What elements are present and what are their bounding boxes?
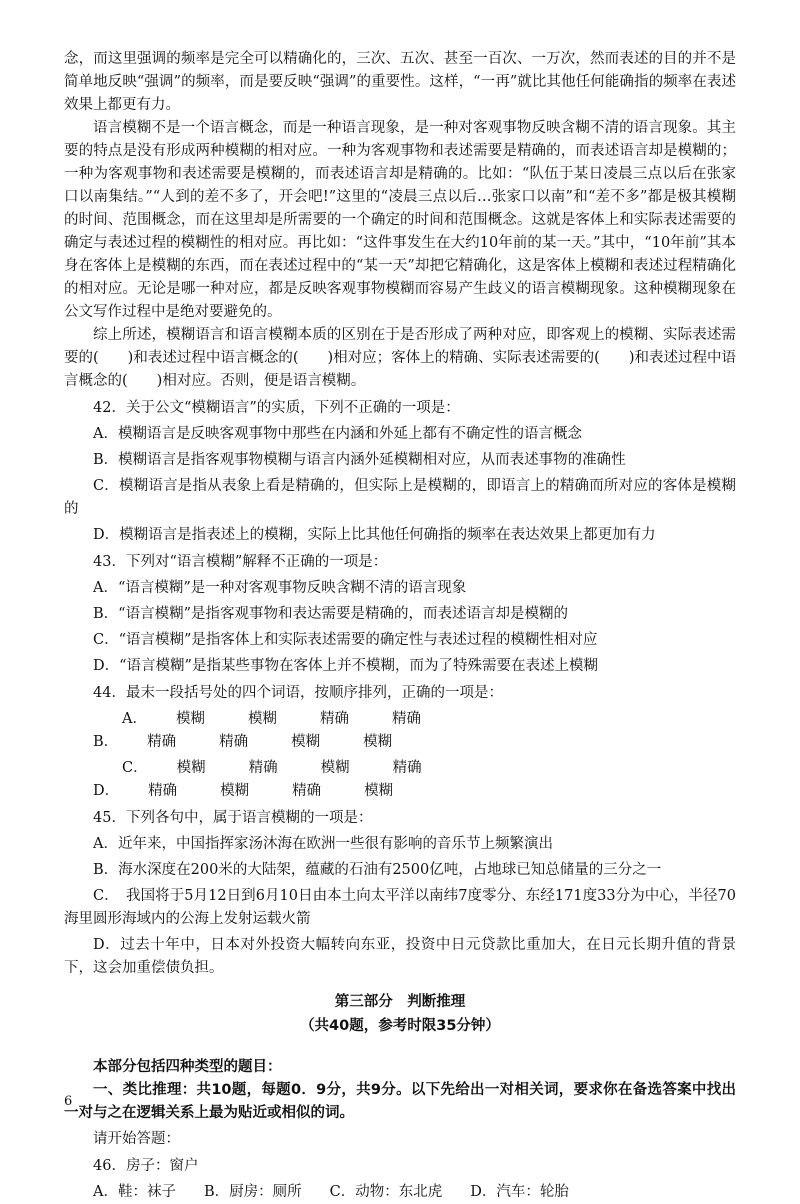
question-44-options-row-2	[64, 757, 736, 803]
section-intro: 本部分包括四种类型的题目：	[93, 1059, 282, 1075]
paragraph-continued: 念，而这里强调的频率是完全可以精确化的，三次、五次、甚至一百次、一万次，然而表述的目的并不是简单地反映“强调”的频率，而是要反映“强调”的重要性。这样，“一再”就比其他任何能确指的频率在表述效果上都更有力。	[64, 51, 736, 113]
question-44-option-a: A． 模糊 模糊 精确 精确	[122, 711, 421, 727]
question-45-option-c: C． 我国将于5月12日到6月10日由本土向太平洋以南纬7度零分、东经171度33分为中心，半径70海里圆形海域内的公海上发射运载火箭	[64, 888, 736, 927]
question-42-option-d: D．模糊语言是指表述上的模糊，实际上比其他任何确指的频率在表达效果上都更加有力	[93, 527, 656, 543]
question-43-stem: 43．下列对“语言模糊”解释不正确的一项是：	[93, 554, 388, 570]
question-44-stem: 44．最末一段括号处的四个词语，按顺序排列，正确的一项是：	[93, 685, 503, 701]
paragraph-summary: 综上所述，模糊语言和语言模糊本质的区别在于是否形成了两种对应，即客观上的模糊、实际表述需要的( )和表述过程中语言概念的( )相对应；客体上的精确、实际表述需要的( )和表述过程中语言概念的( )相对应。否则，便是语言模糊。	[64, 327, 736, 389]
question-46-option-b: B．厨房：厕所	[203, 1184, 302, 1200]
question-43-option-c: C．“语言模糊”是指客体上和实际表述需要的确定性与表述过程的模糊性相对应	[93, 632, 598, 648]
question-45-option-a: A．近年来，中国指挥家汤沐海在欧洲一些很有影响的音乐节上频繁演出	[93, 836, 553, 852]
question-45-option-b: B．海水深度在200米的大陆架，蕴藏的石油有2500亿吨，占地球已知总储量的三分之一	[93, 862, 662, 878]
question-43-option-d: D．“语言模糊”是指某些事物在客体上并不模糊，而为了特殊需要在表述上模糊	[93, 658, 598, 674]
question-46-options	[64, 1181, 736, 1204]
paragraph-language-vagueness: 语言模糊不是一个语言概念，而是一种语言现象，是一种对客观事物反映含糊不清的语言现象。其主要的特点是没有形成两种模糊的相对应。一种为客观事物和表述需要是精确的，而表述语言却是模糊的；一种为客观事物和表述需要是模糊的，而表述语言却是精确的。比如：“队伍于某日凌晨三点以后在张家口以南集结。”“人到的差不多了，开会吧!”这里的“凌晨三点以后…张家口以南”和“差不多”都是极其模糊的时间、范围概念，而在这里却是所需要的一个确定的时间和范围概念。这就是客体上和实际表述需要的确定与表述过程的模糊性的相对应。再比如：“这件事发生在大约10年前的某一天。”其中，“10年前”其本身在客体上是模糊的东西，而在表述过程中的“某一天”却把它精确化，这是客体上模糊和表述过程精确化的相对应。无论是哪一种对应，都是反映客观事物模糊而容易产生歧义的语言模糊现象。这种模糊现象在公文写作过程中是绝对要避免的。	[64, 120, 736, 320]
question-45-option-d: D．过去十年中，日本对外投资大幅转向东亚，投资中日元贷款比重加大，在日元长期升值的背景下，这会加重偿债负担。	[64, 937, 736, 976]
section-title: 第三部分 判断推理	[334, 994, 466, 1010]
document-page	[64, 48, 736, 1204]
analogy-heading: 一、类比推理：共10题，每题0．9分，共9分。以下先给出一对相关词，要求你在备选答案中找出一对与之在逻辑关系上最为贴近或相似的词。	[64, 1082, 736, 1121]
question-43-option-b: B．“语言模糊”是指客观事物和表达需要是精确的，而表述语言却是模糊的	[93, 606, 568, 622]
question-42-option-a: A．模糊语言是反映客观事物中那些在内涵和外延上都有不确定性的语言概念	[93, 426, 582, 442]
section-subtitle: （共40题，参考时限35分钟）	[300, 1018, 500, 1034]
page-number: 6	[64, 1094, 73, 1109]
question-46-option-c: C．动物：东北虎	[329, 1184, 443, 1200]
question-42-option-c: C．模糊语言是指从表象上看是精确的，但实际上是模糊的，即语言上的精确而所对应的客体是模糊的	[64, 478, 736, 517]
question-44-options-row-1	[64, 708, 736, 754]
question-46-stem: 46．房子：窗户	[93, 1158, 199, 1174]
start-prompt: 请开始答题：	[93, 1131, 180, 1147]
question-43-option-a: A．“语言模糊”是一种对客观事物反映含糊不清的语言现象	[93, 580, 467, 596]
question-46-option-a: A．鞋：袜子	[93, 1184, 176, 1200]
question-44-option-c: C． 模糊 精确 模糊 精确	[122, 760, 422, 776]
question-46-option-d: D．汽车：轮胎	[470, 1184, 569, 1200]
question-42-stem: 42．关于公文“模糊语言”的实质，下列不正确的一项是：	[93, 400, 460, 416]
question-42-option-b: B．模糊语言是指客观事物模糊与语言内涵外延模糊相对应，从而表述事物的准确性	[93, 452, 626, 468]
question-44-option-d: D． 精确 模糊 精确 模糊	[93, 783, 394, 799]
question-45-stem: 45．下列各句中，属于语言模糊的一项是：	[93, 810, 373, 826]
question-44-option-b: B． 精确 精确 模糊 模糊	[93, 734, 393, 750]
